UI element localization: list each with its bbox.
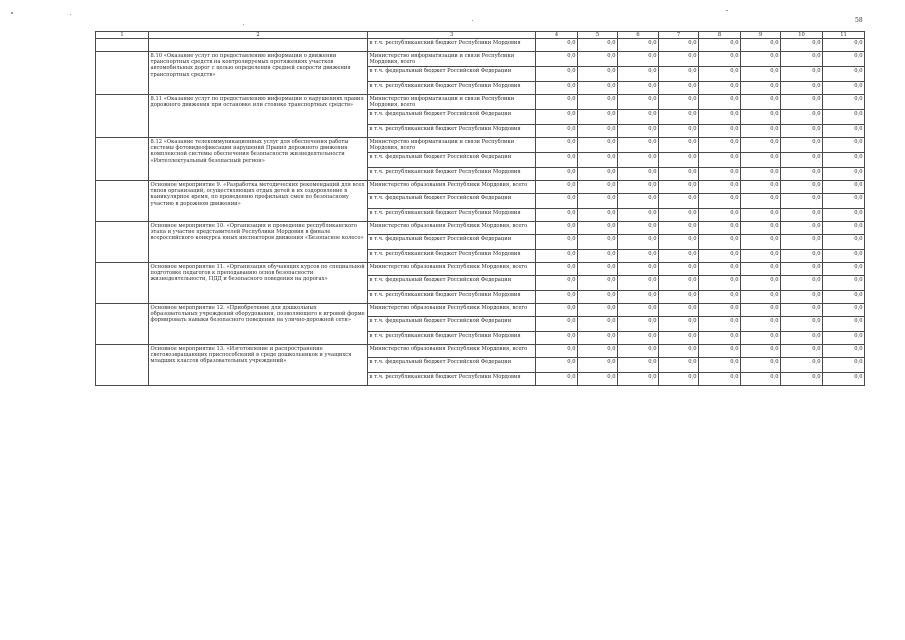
funding-source: Министерство образования Республики Мордовия, всего [368, 304, 536, 317]
funding-value: 0,0 [823, 39, 865, 52]
funding-value: 0,0 [781, 235, 823, 250]
funding-source: в т.ч. республиканский бюджет Республики Мордовия [368, 125, 536, 138]
funding-value: 0,0 [781, 39, 823, 52]
funding-value: 0,0 [699, 235, 741, 250]
funding-value: 0,0 [578, 250, 618, 263]
funding-value: 0,0 [536, 95, 578, 110]
funding-value: 0,0 [741, 358, 781, 373]
funding-value: 0,0 [823, 235, 865, 250]
table-row [96, 95, 865, 110]
funding-value: 0,0 [618, 168, 659, 181]
funding-value: 0,0 [741, 332, 781, 345]
funding-value: 0,0 [781, 358, 823, 373]
funding-value: 0,0 [699, 181, 741, 194]
funding-value: 0,0 [823, 263, 865, 276]
funding-source: Министерство образования Республики Мордовия, всего [368, 222, 536, 235]
row-index-cell [96, 39, 149, 52]
funding-value: 0,0 [659, 39, 699, 52]
funding-value: 0,0 [659, 153, 699, 168]
funding-value: 0,0 [741, 181, 781, 194]
table-row [96, 263, 865, 276]
funding-value: 0,0 [618, 373, 659, 386]
funding-value: 0,0 [741, 95, 781, 110]
measure-description: Основное мероприятие 13. «Изготовление и распространение световозвращающих приспособлений в среде дошкольников и учащихся младших классов образовательных учреждений» [149, 345, 368, 386]
funding-value: 0,0 [741, 291, 781, 304]
funding-value: 0,0 [781, 82, 823, 95]
funding-source: в т.ч. республиканский бюджет Республики Мордовия [368, 209, 536, 222]
funding-value: 0,0 [618, 276, 659, 291]
funding-value: 0,0 [823, 95, 865, 110]
funding-value: 0,0 [618, 52, 659, 67]
funding-value: 0,0 [659, 345, 699, 358]
funding-value: 0,0 [823, 222, 865, 235]
funding-value: 0,0 [618, 181, 659, 194]
column-number-header: 7 [659, 32, 699, 39]
funding-value: 0,0 [699, 52, 741, 67]
funding-value: 0,0 [578, 125, 618, 138]
funding-source: в т.ч. республиканский бюджет Республики Мордовия [368, 250, 536, 263]
funding-value: 0,0 [781, 345, 823, 358]
funding-value: 0,0 [536, 276, 578, 291]
funding-value: 0,0 [618, 263, 659, 276]
funding-value: 0,0 [536, 317, 578, 332]
column-number-header: 8 [699, 32, 741, 39]
funding-value: 0,0 [578, 181, 618, 194]
funding-value: 0,0 [823, 194, 865, 209]
funding-source: в т.ч. республиканский бюджет Республики Мордовия [368, 373, 536, 386]
funding-value: 0,0 [578, 373, 618, 386]
funding-value: 0,0 [699, 291, 741, 304]
funding-value: 0,0 [618, 82, 659, 95]
funding-value: 0,0 [578, 67, 618, 82]
funding-source: Министерство образования Республики Мордовия, всего [368, 263, 536, 276]
funding-value: 0,0 [618, 222, 659, 235]
table-row [96, 181, 865, 194]
measure-description: 8.10 «Оказание услуг по предоставлению информации о движении транспортных средств на контролируемых протяжениях участков автомобильных дорог с целью определения средней скорости движения транспортных средств» [149, 52, 368, 95]
funding-value: 0,0 [781, 153, 823, 168]
measure-description [149, 39, 368, 52]
funding-value: 0,0 [699, 39, 741, 52]
funding-source: Министерство образования Республики Мордовия, всего [368, 181, 536, 194]
funding-value: 0,0 [699, 168, 741, 181]
funding-value: 0,0 [578, 138, 618, 153]
funding-value: 0,0 [823, 276, 865, 291]
funding-value: 0,0 [741, 52, 781, 67]
funding-value: 0,0 [699, 304, 741, 317]
funding-value: 0,0 [741, 138, 781, 153]
funding-value: 0,0 [578, 222, 618, 235]
funding-value: 0,0 [741, 125, 781, 138]
row-index-cell [96, 95, 149, 138]
row-index-cell [96, 263, 149, 304]
funding-value: 0,0 [823, 153, 865, 168]
funding-value: 0,0 [578, 317, 618, 332]
funding-value: 0,0 [536, 82, 578, 95]
funding-value: 0,0 [741, 39, 781, 52]
funding-value: 0,0 [741, 67, 781, 82]
funding-value: 0,0 [578, 332, 618, 345]
funding-value: 0,0 [618, 358, 659, 373]
funding-value: 0,0 [618, 67, 659, 82]
row-index-cell [96, 138, 149, 181]
table-row [96, 222, 865, 235]
funding-value: 0,0 [618, 250, 659, 263]
funding-source: в т.ч. федеральный бюджет Российской Федерации [368, 153, 536, 168]
funding-value: 0,0 [536, 39, 578, 52]
row-index-cell [96, 181, 149, 222]
funding-value: 0,0 [781, 95, 823, 110]
funding-value: 0,0 [578, 345, 618, 358]
funding-value: 0,0 [781, 52, 823, 67]
column-number-header: 11 [823, 32, 865, 39]
funding-value: 0,0 [659, 95, 699, 110]
funding-value: 0,0 [536, 291, 578, 304]
funding-value: 0,0 [823, 125, 865, 138]
funding-source: Министерство информатизации и связи Республики Мордовия, всего [368, 138, 536, 153]
funding-value: 0,0 [659, 291, 699, 304]
funding-value: 0,0 [781, 181, 823, 194]
funding-value: 0,0 [578, 304, 618, 317]
funding-value: 0,0 [536, 138, 578, 153]
funding-value: 0,0 [618, 304, 659, 317]
funding-value: 0,0 [536, 52, 578, 67]
funding-value: 0,0 [578, 168, 618, 181]
funding-value: 0,0 [781, 168, 823, 181]
funding-value: 0,0 [699, 153, 741, 168]
funding-value: 0,0 [578, 82, 618, 95]
measure-description: Основное мероприятие 10. «Организация и проведение республиканского этапа и участие представителей Республики Мордовия в финале всероссийского конкурса юных инспекторов движения «Безопасное колесо» [149, 222, 368, 263]
column-number-header: 6 [618, 32, 659, 39]
table-body [96, 39, 865, 386]
column-number-header: 3 [368, 32, 536, 39]
funding-value: 0,0 [823, 67, 865, 82]
funding-value: 0,0 [536, 345, 578, 358]
funding-source: Министерство образования Республики Мордовия, всего [368, 345, 536, 358]
funding-value: 0,0 [741, 345, 781, 358]
row-index-cell [96, 222, 149, 263]
row-index-cell [96, 304, 149, 345]
funding-value: 0,0 [823, 168, 865, 181]
funding-value: 0,0 [823, 110, 865, 125]
funding-value: 0,0 [699, 250, 741, 263]
funding-value: 0,0 [618, 95, 659, 110]
funding-value: 0,0 [659, 317, 699, 332]
scan-speck [70, 14, 71, 15]
funding-value: 0,0 [699, 95, 741, 110]
funding-value: 0,0 [659, 235, 699, 250]
funding-value: 0,0 [536, 235, 578, 250]
funding-value: 0,0 [536, 358, 578, 373]
funding-value: 0,0 [781, 276, 823, 291]
funding-value: 0,0 [536, 153, 578, 168]
page-number: 58 [855, 17, 863, 24]
funding-value: 0,0 [618, 110, 659, 125]
funding-value: 0,0 [741, 110, 781, 125]
funding-value: 0,0 [536, 194, 578, 209]
table-row [96, 304, 865, 317]
column-number-header: 1 [96, 32, 149, 39]
funding-value: 0,0 [659, 222, 699, 235]
funding-value: 0,0 [659, 358, 699, 373]
measure-description: Основное мероприятие 12. «Приобретение для дошкольных образовательных учреждений оборудования, позволяющего в игровой форме формировать навыки безопасного поведения на улично-дорожной сети» [149, 304, 368, 345]
funding-value: 0,0 [741, 222, 781, 235]
funding-value: 0,0 [618, 235, 659, 250]
funding-value: 0,0 [699, 194, 741, 209]
funding-value: 0,0 [578, 110, 618, 125]
funding-value: 0,0 [659, 250, 699, 263]
funding-value: 0,0 [536, 125, 578, 138]
funding-value: 0,0 [618, 209, 659, 222]
funding-source: в т.ч. республиканский бюджет Республики Мордовия [368, 39, 536, 52]
funding-value: 0,0 [659, 125, 699, 138]
funding-value: 0,0 [659, 263, 699, 276]
funding-value: 0,0 [781, 291, 823, 304]
funding-value: 0,0 [699, 332, 741, 345]
funding-source: в т.ч. республиканский бюджет Республики Мордовия [368, 291, 536, 304]
funding-value: 0,0 [699, 317, 741, 332]
funding-value: 0,0 [578, 276, 618, 291]
funding-value: 0,0 [659, 181, 699, 194]
funding-value: 0,0 [618, 39, 659, 52]
funding-value: 0,0 [659, 209, 699, 222]
funding-value: 0,0 [781, 194, 823, 209]
funding-value: 0,0 [823, 317, 865, 332]
funding-value: 0,0 [741, 250, 781, 263]
funding-value: 0,0 [741, 194, 781, 209]
funding-value: 0,0 [536, 263, 578, 276]
column-number-header: 4 [536, 32, 578, 39]
funding-source: в т.ч. федеральный бюджет Российской Федерации [368, 110, 536, 125]
funding-value: 0,0 [536, 67, 578, 82]
funding-value: 0,0 [659, 332, 699, 345]
funding-value: 0,0 [618, 291, 659, 304]
funding-value: 0,0 [823, 209, 865, 222]
funding-value: 0,0 [741, 209, 781, 222]
funding-value: 0,0 [823, 250, 865, 263]
funding-source: в т.ч. республиканский бюджет Республики Мордовия [368, 332, 536, 345]
funding-value: 0,0 [536, 222, 578, 235]
funding-value: 0,0 [659, 67, 699, 82]
funding-value: 0,0 [659, 276, 699, 291]
funding-value: 0,0 [699, 263, 741, 276]
funding-value: 0,0 [536, 332, 578, 345]
funding-value: 0,0 [618, 317, 659, 332]
funding-value: 0,0 [741, 276, 781, 291]
budget-table [95, 31, 865, 386]
funding-value: 0,0 [741, 373, 781, 386]
funding-value: 0,0 [699, 138, 741, 153]
funding-value: 0,0 [536, 209, 578, 222]
funding-value: 0,0 [578, 153, 618, 168]
funding-value: 0,0 [781, 138, 823, 153]
funding-value: 0,0 [659, 373, 699, 386]
funding-value: 0,0 [618, 345, 659, 358]
funding-value: 0,0 [741, 82, 781, 95]
funding-value: 0,0 [699, 358, 741, 373]
funding-value: 0,0 [578, 95, 618, 110]
funding-value: 0,0 [741, 153, 781, 168]
funding-value: 0,0 [823, 138, 865, 153]
funding-value: 0,0 [781, 209, 823, 222]
funding-value: 0,0 [781, 332, 823, 345]
funding-value: 0,0 [699, 222, 741, 235]
funding-value: 0,0 [578, 209, 618, 222]
funding-value: 0,0 [741, 317, 781, 332]
funding-value: 0,0 [618, 153, 659, 168]
table-row [96, 52, 865, 67]
funding-value: 0,0 [578, 291, 618, 304]
funding-value: 0,0 [823, 52, 865, 67]
funding-source: в т.ч. федеральный бюджет Российской Федерации [368, 67, 536, 82]
funding-value: 0,0 [781, 304, 823, 317]
measure-description: 8.11 «Оказание услуг по предоставлению информации о нарушениях правил дорожного движения при остановке или стоянке транспортных средств» [149, 95, 368, 138]
funding-value: 0,0 [578, 263, 618, 276]
row-index-cell [96, 52, 149, 95]
funding-source: Министерство информатизации и связи Республики Мордовия, всего [368, 52, 536, 67]
funding-value: 0,0 [699, 209, 741, 222]
funding-value: 0,0 [741, 168, 781, 181]
funding-value: 0,0 [536, 373, 578, 386]
column-number-header: 10 [781, 32, 823, 39]
funding-value: 0,0 [659, 168, 699, 181]
funding-value: 0,0 [699, 67, 741, 82]
funding-value: 0,0 [578, 235, 618, 250]
funding-source: в т.ч. федеральный бюджет Российской Федерации [368, 317, 536, 332]
funding-source: в т.ч. республиканский бюджет Республики Мордовия [368, 168, 536, 181]
funding-value: 0,0 [659, 194, 699, 209]
column-number-row [96, 32, 865, 39]
funding-value: 0,0 [823, 181, 865, 194]
funding-value: 0,0 [578, 358, 618, 373]
funding-value: 0,0 [781, 67, 823, 82]
funding-value: 0,0 [781, 110, 823, 125]
funding-value: 0,0 [781, 317, 823, 332]
scan-speck [726, 10, 728, 11]
funding-value: 0,0 [618, 138, 659, 153]
funding-value: 0,0 [741, 263, 781, 276]
funding-value: 0,0 [823, 345, 865, 358]
funding-value: 0,0 [781, 250, 823, 263]
funding-value: 0,0 [699, 373, 741, 386]
row-index-cell [96, 345, 149, 386]
funding-value: 0,0 [823, 358, 865, 373]
funding-source: Министерство информатизации и связи Республики Мордовия, всего [368, 95, 536, 110]
table-row [96, 138, 865, 153]
funding-value: 0,0 [536, 250, 578, 263]
funding-value: 0,0 [699, 110, 741, 125]
funding-source: в т.ч. федеральный бюджет Российской Федерации [368, 276, 536, 291]
funding-value: 0,0 [741, 304, 781, 317]
funding-value: 0,0 [578, 39, 618, 52]
funding-value: 0,0 [781, 263, 823, 276]
funding-value: 0,0 [618, 125, 659, 138]
funding-value: 0,0 [536, 168, 578, 181]
scan-speck [472, 20, 473, 21]
scan-speck [11, 12, 13, 14]
funding-value: 0,0 [659, 138, 699, 153]
funding-source: в т.ч. федеральный бюджет Российской Федерации [368, 235, 536, 250]
funding-value: 0,0 [618, 332, 659, 345]
table-row [96, 345, 865, 358]
funding-value: 0,0 [699, 345, 741, 358]
column-number-header: 5 [578, 32, 618, 39]
table-row [96, 39, 865, 52]
funding-source: в т.ч. федеральный бюджет Российской Федерации [368, 358, 536, 373]
column-number-header: 2 [149, 32, 368, 39]
funding-value: 0,0 [823, 373, 865, 386]
funding-value: 0,0 [659, 304, 699, 317]
funding-value: 0,0 [578, 194, 618, 209]
funding-value: 0,0 [823, 332, 865, 345]
funding-value: 0,0 [536, 110, 578, 125]
funding-value: 0,0 [823, 82, 865, 95]
funding-value: 0,0 [781, 373, 823, 386]
funding-value: 0,0 [536, 304, 578, 317]
measure-description: 8.12 «Оказание телекоммуникационных услуг для обеспечения работы системы фотовидеофиксации нарушений Правил дорожного движения комплексной системы обеспечения безопасности жизнедеятельности «Интеллектуальный безопасный регион» [149, 138, 368, 181]
funding-value: 0,0 [578, 52, 618, 67]
funding-value: 0,0 [699, 125, 741, 138]
measure-description: Основное мероприятие 11. «Организация обучающих курсов по специальной подготовке педагогов к преподаванию основ безопасности жизнедеятельности, ПДД и безопасного поведения на дорогах» [149, 263, 368, 304]
funding-source: в т.ч. федеральный бюджет Российской Федерации [368, 194, 536, 209]
funding-value: 0,0 [659, 82, 699, 95]
measure-description: Основное мероприятие 9. «Разработка методических рекомендаций для всех типов организаций, осуществляющих отдых детей и их оздоровление в каникулярное время, по проведению профильных смен по безопасному участию в дорожном движении» [149, 181, 368, 222]
funding-value: 0,0 [781, 125, 823, 138]
funding-value: 0,0 [823, 291, 865, 304]
funding-value: 0,0 [699, 82, 741, 95]
funding-value: 0,0 [741, 235, 781, 250]
funding-source: в т.ч. республиканский бюджет Республики Мордовия [368, 82, 536, 95]
funding-value: 0,0 [699, 276, 741, 291]
funding-value: 0,0 [659, 52, 699, 67]
funding-value: 0,0 [823, 304, 865, 317]
funding-value: 0,0 [618, 194, 659, 209]
funding-value: 0,0 [536, 181, 578, 194]
funding-value: 0,0 [659, 110, 699, 125]
funding-value: 0,0 [781, 222, 823, 235]
scan-speck [243, 24, 244, 25]
column-number-header: 9 [741, 32, 781, 39]
